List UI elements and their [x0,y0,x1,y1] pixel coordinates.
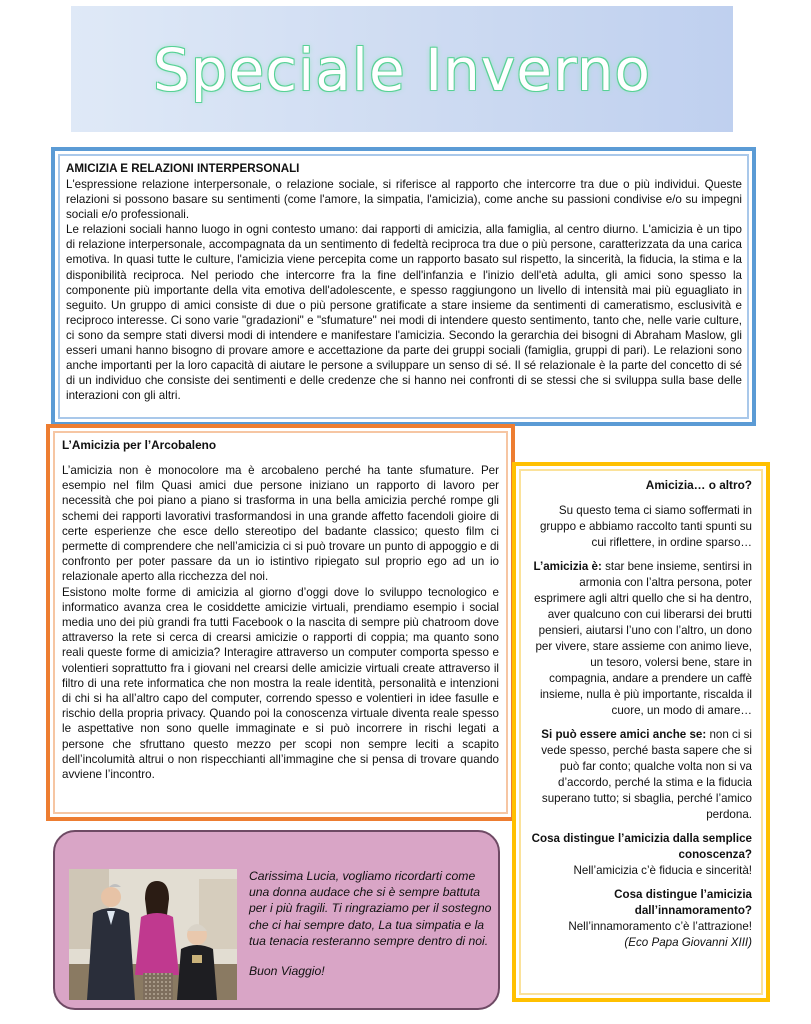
question-conoscenza: Cosa distingue l’amicizia dalla semplice conoscenza? [531,832,752,861]
dedication-body: Carissima Lucia, vogliamo ricordarti come una donna audace che si è sempre battuta per i più fragili. Ti ringraziamo per il sostegno che ci hai sempre dato, La tua simpatia e la tua tenacia resteranno sempre dentro di noi. [249,869,492,948]
amici-text: non ci si vede spesso, perché basta sapere che si può far conto; qualche volta non si va d’accordo, perché la stima e la fiducia superano tutto; si sbaglia, perché l’amico perdona. [541,728,752,821]
intro-text: Su questo tema ci siamo soffermati in gruppo e abbiamo raccolto tanti spunti su cui riflettere, in ordine sparso… [539,504,752,549]
amicizia-definition [528,559,752,719]
dedication-message [249,868,494,979]
group-photo [69,869,237,1000]
amicizia-text: star bene insieme, sentirsi in armonia con l’altra persona, poter esprimere agli altri quello che si ha dentro, aver qualcuno con cui liberarsi dei brutti pensieri, aiutarsi l’uno con l’altro, un dono per vivere, stare assieme con animo lieve, un tesoro, volersi bene, stare in compagnia, andare a prendere un caffè insieme, nulla è più importante, riscalda il cuore, un modo di amare… [534,560,752,717]
dedication-signoff: Buon Viaggio! [249,964,325,979]
source-credit: (Eco Papa Giovanni XIII) [624,936,752,949]
section-relazioni-interpersonali [51,147,756,426]
header-banner [71,6,733,132]
question-innamoramento: Cosa distingue l’amicizia dall’innamoramento? [614,888,752,917]
dedication-card [53,830,500,1010]
amicizia-label: L’amicizia è: [533,560,602,573]
section-paragraph: L’amicizia non è monocolore ma è arcobaleno perché ha tante sfumature. Per esempio nel film Quasi amici due persone iniziano un rapporto di lavoro per necessità che poi piano a piano si trasforma in una bella amicizia perché rompe gli schemi dei rapporti lavorativi trasformandosi in una grande affetto facendoli gioire di certe esperienze che esce dello stereotipo del badante classico; questo film ci permette di comprendere che nell’amicizia ci si può trovare un punto di appoggio e di confronto per poter passare da un io istintivo ripiegato sul proprio ego ad un io relazionale aperto alla ricchezza del noi. [62,464,499,584]
section-paragraph: Le relazioni sociali hanno luogo in ogni contesto umano: dai rapporti di amicizia, alla famiglia, al centro diurno. L'amicizia è un tipo di relazione interpersonale, accompagnata da un sentimento di fedeltà reciproca tra due o più persone, caratterizzata da una carica emotiva. In quasi tutte le culture, l'amicizia viene percepita come un rapporto basato sul rispetto, la sincerità, la fiducia, la stima e la disponibilità reciproca. Nel periodo che intercorre fra la fine dell'infanzia e l'inizio dell'età adulta, gli amici sono spesso la componente più importante della vita emotiva dell'adolescente, e spesso raggiungono un livello di intensità mai più eguagliato in seguito. Un gruppo di amici consiste di due o più persone gratificate a stare insieme da sentimenti di cameratismo, esclusività e reciproco interesse. Ci sono varie "gradazioni" e "sfumature" nei modi di intendere questo sentimento, tanto che, nelle varie culture, ci sono da sempre stati diversi modi di intendere e manifestare l'amicizia. Secondo la gerarchia dei bisogni di Abraham Maslow, gli esseri umani hanno bisogno di provare amore e accettazione da parte dei gruppi sociali (famiglia, gruppi di pari). Le relazioni sono anche importanti per la loro capacità di aiutare le persone a sviluppare un senso di sé. Il sé relazionale è la parte del concetto di sé di un individuo che consiste dei sentimenti e delle credenze che si hanno nei confronti di se stessi che si sviluppa sulla base delle interazioni con gli altri. [66,223,742,403]
section-heading: Amicizia… o altro? [645,478,752,492]
section-amicizia-o-altro [512,462,770,1002]
section-heading: L’Amicizia per l’Arcobaleno [62,438,217,452]
section-paragraph: L'espressione relazione interpersonale, o relazione sociale, si riferisce al rapporto che intercorre tra due o più individui. Queste relazioni si possono basare su sentimenti (come l'amore, la simpatia, l'amicizia), come anche su passioni condivise e/o su impegni sociali e/o professionali. [66,178,742,222]
amici-anche-se [528,727,752,823]
section-amicizia-arcobaleno [46,424,515,821]
amici-label: Si può essere amici anche se: [541,728,707,741]
answer-conoscenza: Nell’amicizia c’è fiducia e sincerità! [573,864,752,877]
page-title: Speciale Inverno [152,36,652,104]
section-heading: AMICIZIA E RELAZIONI INTERPERSONALI [66,162,300,175]
group-photo-illustration [69,869,237,1000]
section-paragraph: Esistono molte forme di amicizia al giorno d’oggi dove lo sviluppo tecnologico e informatico avanza crea le cosiddette amicizie virtuali, prendiamo esempio i social media uno dei più grandi fra tutti Facebook o la nascita di sempre più chatroom dove attraverso la rete si cerca di crearsi amicizie o rapporti di coppia; ma quanto sono reali queste forme di amicizia? Interagire attraverso un computer comporta spesso e volentieri soprattutto fra i giovani nel crearsi delle amicizie virtuali create attraverso il filtro di una rete informatica che non mostra la reale identità, personalità e intenzioni di chi si ha all’altro capo del computer, correndo spesso e volentieri in idee fasulle e rischio della propria privacy. Quando poi la conoscenza virtuale diventa reale spesso le aspettative non sono quelle immaginate e si può incorrere in rischi legati a persone che sfruttano questo mezzo per scopi non sempre leciti a scapito dell’incolumità altrui o non rispecchianti all’immagine che si pensa di trovare quando avviene l’incontro. [62,585,499,782]
answer-innamoramento: Nell’innamoramento c’è l’attrazione! [568,920,752,933]
